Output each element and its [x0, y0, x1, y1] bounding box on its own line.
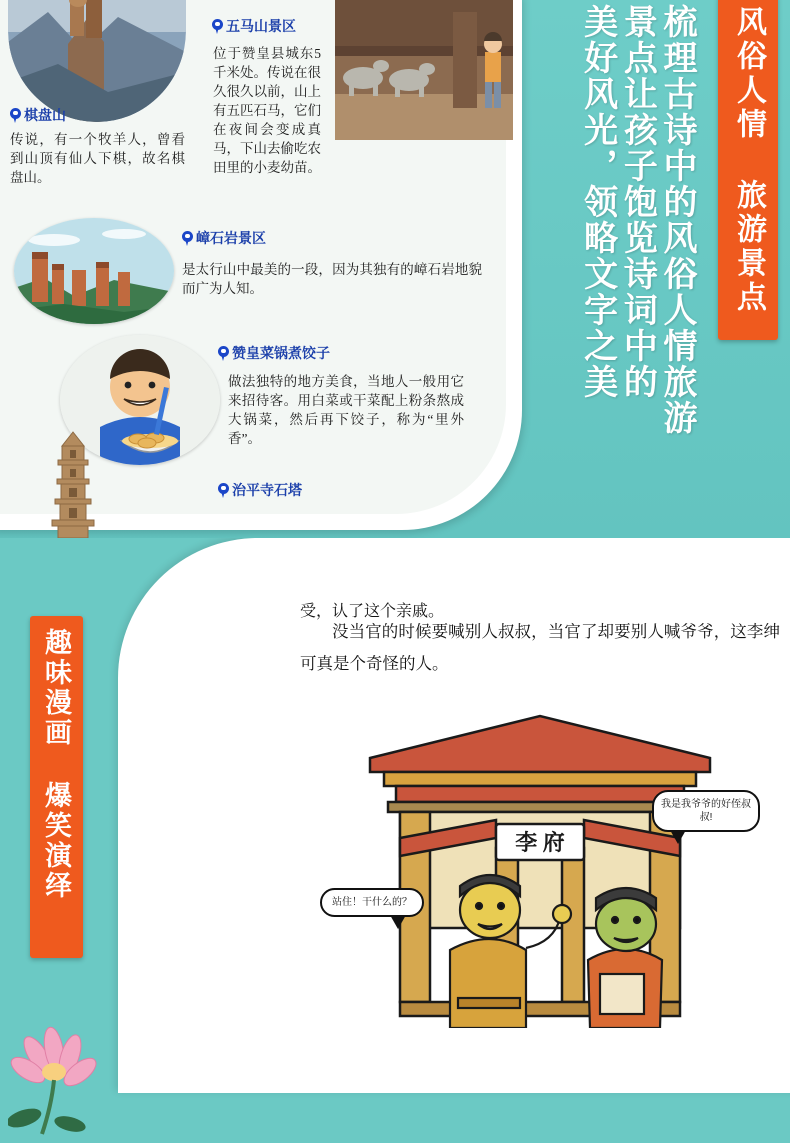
headline-col-3: 美好风光，领略文字之美	[578, 4, 616, 400]
wumashan-horses-illustration	[335, 0, 513, 140]
spot-title-zanhuang-jiaozi	[218, 343, 330, 363]
travel-headline	[579, 4, 694, 534]
map-pin-icon	[218, 483, 229, 498]
speech-bubble-right: 我是我爷爷的好侄叔叔!	[652, 790, 760, 832]
comic-illustration	[300, 698, 760, 1028]
comic-text-line-2: 没当官的时候要喊别人叔叔，当官了却要别人喊爷爷，这李绅可真是个奇怪的人。	[300, 622, 780, 673]
spot-title-text: 赞皇菜锅煮饺子	[232, 345, 330, 361]
plaque-text: 李 府	[515, 830, 565, 855]
spot-title-text: 治平寺石塔	[232, 482, 302, 498]
lotus-flower-decoration	[8, 1020, 138, 1138]
travel-spots-section	[0, 0, 790, 538]
zhangshiyan-cliff-illustration	[14, 218, 174, 324]
map-pin-icon	[182, 231, 193, 246]
spot-title-text: 棋盘山	[24, 107, 66, 123]
map-pin-icon	[218, 346, 229, 361]
stone-pagoda-illustration	[28, 430, 118, 538]
headline-col-2: 景点让孩子饱览诗词中的	[618, 4, 656, 400]
spot-title-text: 五马山景区	[226, 18, 296, 34]
section-banner-travel: 风俗人情 旅游景点	[718, 0, 778, 340]
spot-desc-wumashan: 位于赞皇县城东5千米处。传说在很久很久以前，山上有五匹石马，它们在夜间会变成真马，下山去偷吃农田里的小麦幼苗。	[213, 46, 321, 175]
spot-title-text: 嶂石岩景区	[196, 230, 266, 246]
headline-col-1: 梳理古诗中的风俗人情旅游	[658, 4, 695, 436]
spot-title-zhangshiyan	[182, 228, 266, 248]
comic-text-line-1: 受，认了这个亲戚。	[300, 603, 445, 620]
section-banner-comic: 趣味漫画 爆笑演绎	[30, 616, 83, 958]
map-pin-icon	[10, 108, 21, 123]
spot-title-qipanshan	[10, 105, 66, 125]
map-pin-icon	[212, 19, 223, 34]
spot-desc-zhangshiyan: 是太行山中最美的一段，因为其独有的嶂石岩地貌而广为人知。	[182, 262, 482, 296]
spot-title-zhipingsi-pagoda	[218, 480, 302, 500]
spot-title-wumashan	[212, 16, 296, 36]
spot-desc-zanhuang-jiaozi: 做法独特的地方美食，当地人一般用它来招待客。用白菜或干菜配上粉条熬成大锅菜，然后再下饺子，称为“里外香”。	[228, 374, 464, 446]
spot-desc-qipanshan: 传说，有一个牧羊人，曾看到山顶有仙人下棋，故名棋盘山。	[10, 132, 185, 185]
speech-bubble-left: 站住！干什么的？	[320, 888, 424, 917]
